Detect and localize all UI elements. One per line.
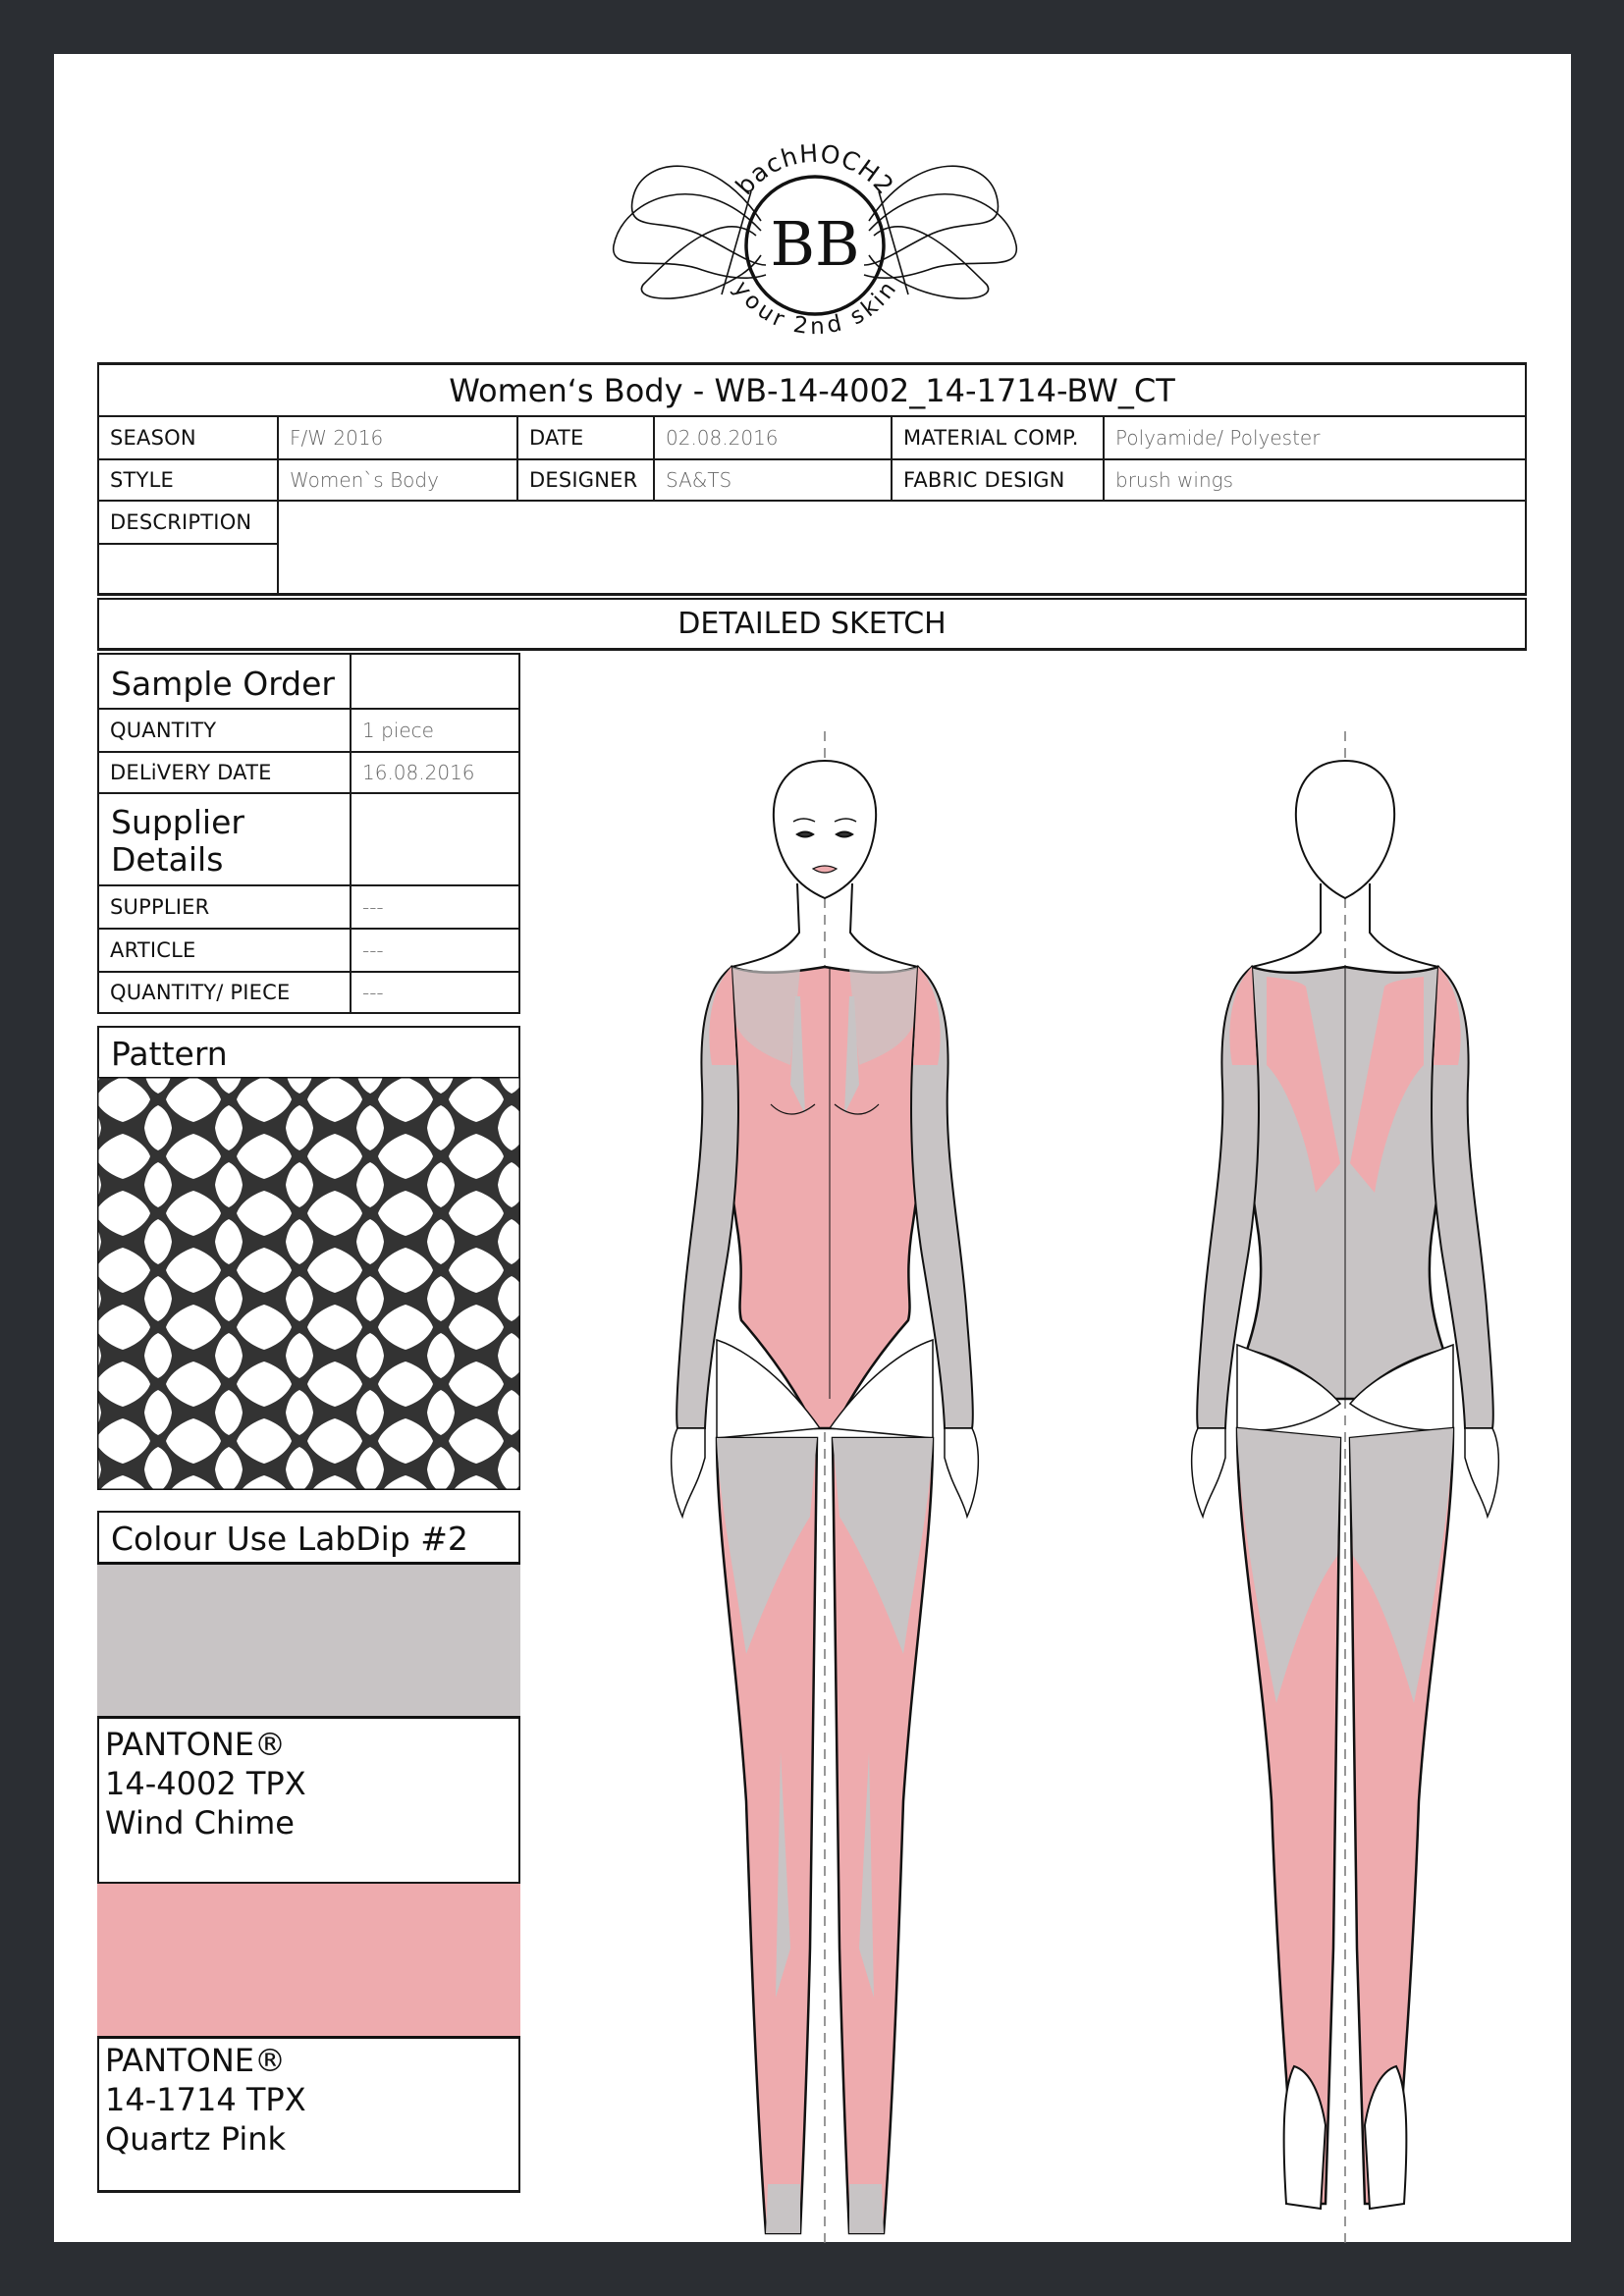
pantone-name: Wind Chime <box>105 1804 295 1842</box>
description-value <box>279 502 1525 593</box>
quantity-piece-label: QUANTITY/ PIECE <box>110 981 291 1004</box>
description-label: DESCRIPTION <box>110 510 252 534</box>
pantone-label-quartz-pink <box>99 2041 512 2168</box>
logo-tagline: your 2nd skin <box>728 276 902 341</box>
pantone-name: Quartz Pink <box>105 2120 287 2158</box>
front-view-sketch <box>589 672 1021 2243</box>
spec-sheet <box>54 54 1571 2242</box>
designer-value: SA&TS <box>666 468 732 492</box>
supplier-details-table <box>97 794 520 1014</box>
delivery-date-value: 16.08.2016 <box>362 761 475 784</box>
colour-swatch-wind-chime <box>97 1562 520 1719</box>
quantity-label: QUANTITY <box>110 719 217 742</box>
detailed-sketch-title: DETAILED SKETCH <box>677 607 947 641</box>
logo-brand-text: bachHOCH2 <box>730 138 900 200</box>
date-value: 02.08.2016 <box>666 426 779 450</box>
delivery-date-label: DELiVERY DATE <box>110 761 272 784</box>
supplier-heading-line1: Supplier <box>111 803 244 841</box>
colour-use-heading: Colour Use LabDip #2 <box>111 1520 468 1558</box>
pantone-code: 14-1714 TPX <box>105 2081 306 2118</box>
quantity-value: 1 piece <box>362 719 434 742</box>
colour-swatch-quartz-pink <box>97 1884 520 2039</box>
article-value: --- <box>362 938 384 962</box>
logo-monogram: BB <box>770 208 860 280</box>
document-title: Women‘s Body - WB-14-4002_14-1714-BW_CT <box>449 371 1175 409</box>
sample-order-heading: Sample Order <box>111 665 336 703</box>
pantone-brand: PANTONE® <box>105 2042 286 2079</box>
pattern-box <box>97 1026 520 1490</box>
season-value: F/W 2016 <box>290 426 384 450</box>
detailed-sketch-bar <box>97 598 1527 651</box>
back-view-sketch <box>1119 672 1551 2243</box>
supplier-heading-line2: Details <box>111 840 224 879</box>
header-table <box>97 362 1527 596</box>
date-label: DATE <box>529 426 584 450</box>
fabric-design-label: FABRIC DESIGN <box>903 468 1065 492</box>
style-value: Women`s Body <box>290 468 439 492</box>
colour-use-box <box>97 1511 520 2193</box>
sample-order-table <box>97 653 520 794</box>
supplier-value: --- <box>362 895 384 919</box>
article-label: ARTICLE <box>110 938 196 962</box>
style-label: STYLE <box>110 468 174 492</box>
pantone-code: 14-4002 TPX <box>105 1765 306 1802</box>
material-label: MATERIAL COMP. <box>903 426 1079 450</box>
brand-logo <box>604 108 1026 363</box>
fishnet-pattern-swatch <box>97 1077 520 1490</box>
supplier-details-heading <box>99 804 350 882</box>
fabric-design-value: brush wings <box>1115 468 1234 492</box>
designer-label: DESIGNER <box>529 468 638 492</box>
pattern-heading: Pattern <box>111 1035 228 1073</box>
quantity-piece-value: --- <box>362 981 384 1004</box>
supplier-label: SUPPLIER <box>110 895 210 919</box>
pantone-label-wind-chime <box>99 1725 512 1852</box>
season-label: SEASON <box>110 426 196 450</box>
material-value: Polyamide/ Polyester <box>1115 426 1321 450</box>
pantone-brand: PANTONE® <box>105 1726 286 1763</box>
